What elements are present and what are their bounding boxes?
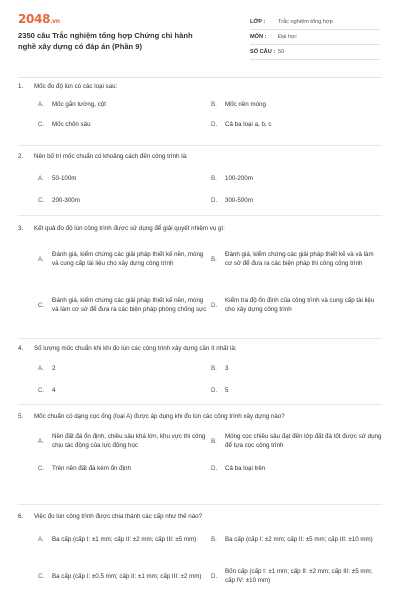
question-text: Việc đo lún công trình được chia thành các cấp như thế nào? [34,512,203,520]
question-divider [18,145,382,146]
option-text: 2 [52,365,56,372]
option-letter: A. [38,101,44,108]
option-text: 3 [225,365,229,372]
option-c[interactable] [38,120,91,129]
question-number: 6. [18,512,24,520]
option-text: Đánh giá, kiểm chứng các giải pháp thiết kế nền, móng và làm cơ sở để đưa ra các biện pháp phòng chống sực [52,297,207,313]
question-divider [18,215,382,216]
option-d[interactable] [211,464,265,473]
option-c[interactable] [38,196,80,205]
question-text: Số lượng mốc chuẩn khi khi đo lún các công trình xây dựng cần ít nhất là: [34,344,237,352]
option-d[interactable] [211,565,382,587]
option-text: Mốc chôn sâu [52,121,91,128]
option-b[interactable] [211,244,382,274]
meta-key: MÔN : [250,34,267,40]
option-a[interactable] [38,100,106,109]
question-text: Mốc đo độ lún có các loại sau: [34,82,118,90]
option-a[interactable] [38,364,55,373]
option-d[interactable] [211,290,382,320]
option-d[interactable] [211,386,228,395]
meta-key: LỚP : [250,19,266,25]
option-c[interactable] [38,386,55,395]
option-text: Đánh giá, kiểm chứng các giải pháp thiết kế và và làm cơ sở để đưa ra các biện pháp thi công công trình [225,251,374,267]
option-text: Cả ba loại trên [225,465,266,472]
option-c[interactable] [38,565,210,587]
option-letter: A. [38,365,44,372]
option-text: Móng cọc chiều sâu đạt đến lớp đất đá tốt được sử dụng để tựa cọc công trình [225,433,382,449]
option-letter: C. [38,572,45,580]
meta-row-class [250,15,380,30]
option-letter: D. [211,301,218,309]
meta-key: SỐ CÂU : [250,49,276,55]
question-number: 4. [18,344,24,352]
question-2 [18,150,382,204]
option-letter: B. [211,535,217,543]
header-divider [18,77,382,78]
question-number: 1. [18,82,24,90]
option-text: Bốn cấp (cấp I: ±1 mm; cấp II: ±2 mm; cấp III: ±5 mm; cấp IV: ±10 mm) [225,568,373,584]
option-text: 5 [225,387,229,394]
option-letter: C. [38,465,45,472]
option-letter: C. [38,197,45,204]
question-3 [18,222,382,313]
option-a[interactable] [38,528,210,550]
logo-suffix: .vn [50,18,60,25]
option-letter: D. [211,121,218,128]
option-letter: A. [38,255,44,263]
option-letter: C. [38,121,45,128]
option-text: Nền đất đá ổn định, chiều sâu khá lớn, khu vực thi công chịu tác động của lực động học [52,433,206,449]
option-text: 50-100m [52,175,77,182]
option-text: 100-200m [225,175,253,182]
option-c[interactable] [38,464,131,473]
option-letter: C. [38,387,45,394]
option-a[interactable] [38,174,76,183]
option-letter: D. [211,197,218,204]
option-b[interactable] [211,364,228,373]
option-b[interactable] [211,528,382,550]
option-a[interactable] [38,244,210,274]
option-text: Ba cấp (cấp I: ±1 mm; cấp II: ±2 mm; cấp III: ±5 mm) [52,535,197,543]
option-letter: B. [211,437,217,445]
option-letter: A. [38,535,44,543]
option-c[interactable] [38,290,210,320]
meta-value: Trắc nghiệm tổng hợp [278,19,333,25]
option-letter: D. [211,387,218,394]
option-text: Kiểm tra độ ổn định của công trình và cung cấp tài liệu cho xây dựng công trình [225,297,375,313]
meta-value: 50 [278,49,285,55]
question-number: 3. [18,224,24,232]
option-text: 4 [52,387,56,394]
option-a[interactable] [38,426,210,456]
option-text: Ba cấp (cấp I: ±0.5 mm; cấp II: ±1 mm; cấp III: ±2 mm) [52,572,202,580]
question-4 [18,342,382,394]
question-1 [18,80,382,128]
meta-info [250,15,380,60]
question-divider [18,504,382,505]
header [0,0,400,70]
option-letter: D. [211,465,218,472]
option-text: Mốc nền móng [225,101,266,108]
meta-row-subject [250,30,380,45]
meta-row-count [250,45,380,60]
option-text: 300-500m [225,197,253,204]
option-letter: A. [38,175,44,182]
option-d[interactable] [211,196,253,205]
site-logo[interactable] [18,12,60,26]
question-divider [18,404,382,405]
question-number: 5. [18,412,24,420]
option-letter: A. [38,437,44,445]
option-text: Ba cấp (cấp I: ±2 mm; cấp II: ±5 mm; cấp III: ±10 mm) [225,535,373,543]
meta-value: Đại học [278,34,297,40]
option-text: Đánh giá, kiểm chứng các giải pháp thiết kế nền, móng và cung cấp tài liệu cho xây dựng công trình [52,251,204,267]
option-text: Trên nền đất đá kém ổn định [52,465,131,472]
option-text: 200-300m [52,197,80,204]
option-letter: D. [211,572,218,580]
option-d[interactable] [211,120,271,129]
question-divider [18,338,382,339]
logo-brand: 2048 [18,12,51,26]
option-letter: B. [211,175,217,182]
option-b[interactable] [211,426,382,456]
question-text: Kết quả đo độ lún công trình được sử dụng để giải quyết nhiệm vụ gì: [34,224,225,232]
page-title: 2350 câu Trắc nghiệm tổng hợp Chứng chỉ hành nghề xây dựng có đáp án (Phần 9) [18,31,193,51]
option-b[interactable] [211,100,266,109]
question-6 [18,510,382,584]
question-text: Mốc chuẩn có dạng cọc ống (loại A) được áp dụng khi đo lún các công trình xây dựng nào? [34,412,285,420]
question-5 [18,410,382,472]
option-letter: B. [211,255,217,263]
option-b[interactable] [211,174,253,183]
option-letter: C. [38,301,45,309]
question-text: Nên bố trí mốc chuẩn có khoảng cách đến công trình là: [34,152,188,160]
option-letter: B. [211,365,217,372]
option-letter: B. [211,101,217,108]
question-number: 2. [18,152,24,160]
option-text: Cả ba loại a, b, c [225,121,272,128]
option-text: Mốc gắn tường, cột [52,101,106,108]
